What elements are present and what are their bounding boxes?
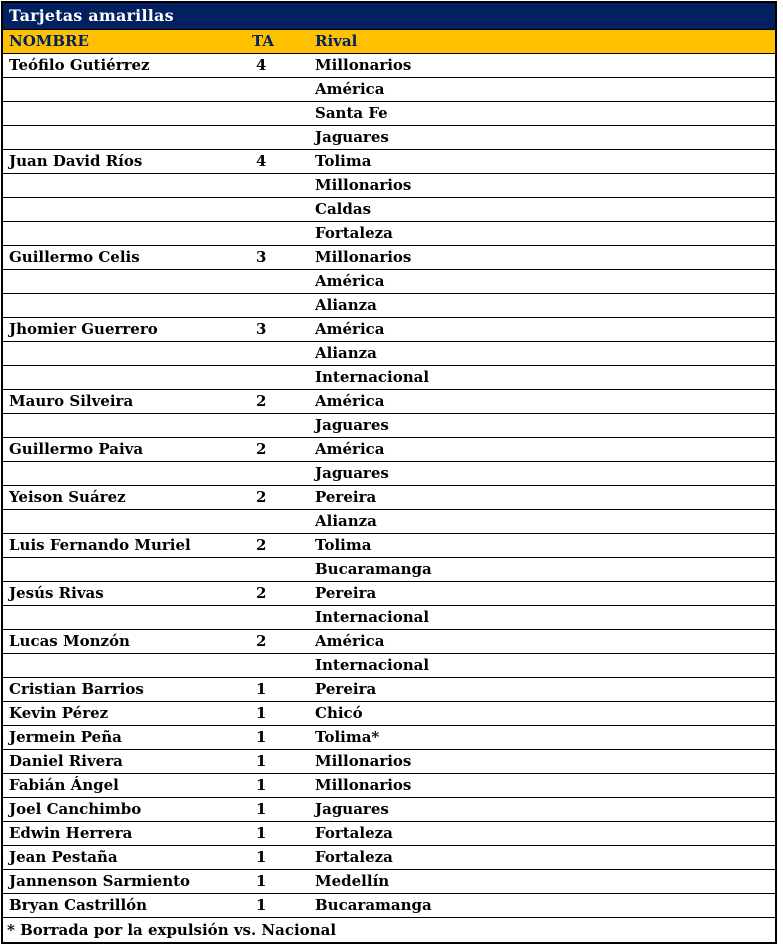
table-row: [2, 389, 776, 413]
player-name-cell: Juan David Ríos: [2, 149, 248, 173]
player-name-cell: Lucas Monzón: [2, 629, 248, 653]
rival-cell: Internacional: [311, 365, 776, 389]
ta-count-cell: 1: [248, 773, 311, 797]
ta-count-cell: [248, 101, 311, 125]
player-name-cell: [2, 293, 248, 317]
ta-count-cell: 1: [248, 677, 311, 701]
ta-count-cell: [248, 413, 311, 437]
player-name-cell: Kevin Pérez: [2, 701, 248, 725]
ta-count-cell: 2: [248, 629, 311, 653]
rival-cell: Bucaramanga: [311, 557, 776, 581]
rival-cell: América: [311, 269, 776, 293]
rival-cell: América: [311, 317, 776, 341]
player-name-cell: [2, 77, 248, 101]
ta-count-cell: [248, 557, 311, 581]
rival-cell: Jaguares: [311, 797, 776, 821]
table-row: [2, 797, 776, 821]
table-row: [2, 197, 776, 221]
player-name-cell: [2, 173, 248, 197]
ta-count-cell: [248, 509, 311, 533]
rival-cell: Chicó: [311, 701, 776, 725]
rival-cell: Internacional: [311, 605, 776, 629]
ta-count-cell: 1: [248, 749, 311, 773]
rival-cell: Santa Fe: [311, 101, 776, 125]
table-row: [2, 701, 776, 725]
table-row: [2, 269, 776, 293]
ta-count-cell: [248, 77, 311, 101]
rival-cell: Caldas: [311, 197, 776, 221]
table-row: [2, 53, 776, 77]
rival-cell: Jaguares: [311, 125, 776, 149]
ta-count-cell: 3: [248, 245, 311, 269]
footnote-row: [2, 917, 776, 943]
player-name-cell: [2, 221, 248, 245]
rival-cell: Tolima: [311, 533, 776, 557]
rival-cell: Alianza: [311, 293, 776, 317]
footnote: * Borrada por la expulsión vs. Nacional: [2, 917, 776, 943]
rival-cell: Millonarios: [311, 53, 776, 77]
yellow-cards-table: [1, 1, 777, 944]
rival-cell: América: [311, 77, 776, 101]
ta-count-cell: 2: [248, 389, 311, 413]
table-row: [2, 509, 776, 533]
column-header-nombre: NOMBRE: [2, 29, 248, 53]
player-name-cell: Mauro Silveira: [2, 389, 248, 413]
table-row: [2, 821, 776, 845]
table-row: [2, 605, 776, 629]
player-name-cell: Jannenson Sarmiento: [2, 869, 248, 893]
ta-count-cell: 2: [248, 533, 311, 557]
ta-count-cell: [248, 365, 311, 389]
player-name-cell: [2, 413, 248, 437]
table-row: [2, 533, 776, 557]
ta-count-cell: 2: [248, 485, 311, 509]
ta-count-cell: 1: [248, 869, 311, 893]
player-name-cell: [2, 125, 248, 149]
table-row: [2, 893, 776, 917]
table-body: [2, 53, 776, 917]
ta-count-cell: [248, 293, 311, 317]
player-name-cell: [2, 461, 248, 485]
player-name-cell: Teófilo Gutiérrez: [2, 53, 248, 77]
table-row: [2, 293, 776, 317]
table-row: [2, 365, 776, 389]
ta-count-cell: [248, 605, 311, 629]
rival-cell: Tolima*: [311, 725, 776, 749]
rival-cell: Pereira: [311, 485, 776, 509]
rival-cell: Medellín: [311, 869, 776, 893]
table-row: [2, 77, 776, 101]
table-row: [2, 557, 776, 581]
rival-cell: Internacional: [311, 653, 776, 677]
ta-count-cell: 1: [248, 725, 311, 749]
table-row: [2, 845, 776, 869]
player-name-cell: Jermein Peña: [2, 725, 248, 749]
rival-cell: América: [311, 389, 776, 413]
player-name-cell: [2, 605, 248, 629]
player-name-cell: [2, 509, 248, 533]
table-row: [2, 221, 776, 245]
rival-cell: Fortaleza: [311, 221, 776, 245]
rival-cell: Fortaleza: [311, 821, 776, 845]
table-row: [2, 581, 776, 605]
player-name-cell: Jean Pestaña: [2, 845, 248, 869]
player-name-cell: Luis Fernando Muriel: [2, 533, 248, 557]
ta-count-cell: 1: [248, 701, 311, 725]
player-name-cell: Guillermo Paiva: [2, 437, 248, 461]
ta-count-cell: 1: [248, 797, 311, 821]
rival-cell: Jaguares: [311, 461, 776, 485]
ta-count-cell: 2: [248, 581, 311, 605]
rival-cell: Fortaleza: [311, 845, 776, 869]
column-header-ta: TA: [248, 29, 311, 53]
table-row: [2, 317, 776, 341]
table-row: [2, 629, 776, 653]
ta-count-cell: 1: [248, 845, 311, 869]
ta-count-cell: [248, 269, 311, 293]
player-name-cell: [2, 101, 248, 125]
rival-cell: Pereira: [311, 677, 776, 701]
player-name-cell: [2, 197, 248, 221]
player-name-cell: Daniel Rivera: [2, 749, 248, 773]
rival-cell: Bucaramanga: [311, 893, 776, 917]
player-name-cell: [2, 653, 248, 677]
player-name-cell: Jesús Rivas: [2, 581, 248, 605]
rival-cell: América: [311, 629, 776, 653]
rival-cell: Tolima: [311, 149, 776, 173]
player-name-cell: [2, 557, 248, 581]
ta-count-cell: [248, 461, 311, 485]
ta-count-cell: 4: [248, 149, 311, 173]
table-row: [2, 749, 776, 773]
ta-count-cell: [248, 341, 311, 365]
ta-count-cell: [248, 173, 311, 197]
rival-cell: Alianza: [311, 341, 776, 365]
rival-cell: Jaguares: [311, 413, 776, 437]
table-row: [2, 461, 776, 485]
ta-count-cell: [248, 197, 311, 221]
table-title: Tarjetas amarillas: [2, 2, 776, 29]
table-row: [2, 437, 776, 461]
ta-count-cell: 4: [248, 53, 311, 77]
rival-cell: América: [311, 437, 776, 461]
table-header-row: [2, 29, 776, 53]
ta-count-cell: 1: [248, 821, 311, 845]
table-row: [2, 869, 776, 893]
table-row: [2, 677, 776, 701]
rival-cell: Millonarios: [311, 173, 776, 197]
rival-cell: Millonarios: [311, 749, 776, 773]
player-name-cell: Edwin Herrera: [2, 821, 248, 845]
player-name-cell: Fabián Ángel: [2, 773, 248, 797]
player-name-cell: [2, 365, 248, 389]
table-row: [2, 773, 776, 797]
player-name-cell: Cristian Barrios: [2, 677, 248, 701]
table-row: [2, 173, 776, 197]
player-name-cell: Joel Canchimbo: [2, 797, 248, 821]
ta-count-cell: 3: [248, 317, 311, 341]
ta-count-cell: 2: [248, 437, 311, 461]
table-row: [2, 125, 776, 149]
rival-cell: Pereira: [311, 581, 776, 605]
table-row: [2, 149, 776, 173]
player-name-cell: Jhomier Guerrero: [2, 317, 248, 341]
rival-cell: Millonarios: [311, 245, 776, 269]
ta-count-cell: [248, 125, 311, 149]
ta-count-cell: [248, 221, 311, 245]
table-row: [2, 485, 776, 509]
table-row: [2, 101, 776, 125]
column-header-rival: Rival: [311, 29, 776, 53]
table-row: [2, 653, 776, 677]
table-title-row: [2, 2, 776, 29]
player-name-cell: [2, 341, 248, 365]
player-name-cell: [2, 269, 248, 293]
rival-cell: Alianza: [311, 509, 776, 533]
player-name-cell: Guillermo Celis: [2, 245, 248, 269]
ta-count-cell: 1: [248, 893, 311, 917]
player-name-cell: Yeison Suárez: [2, 485, 248, 509]
table-row: [2, 341, 776, 365]
rival-cell: Millonarios: [311, 773, 776, 797]
ta-count-cell: [248, 653, 311, 677]
table-row: [2, 725, 776, 749]
table-row: [2, 245, 776, 269]
table-row: [2, 413, 776, 437]
player-name-cell: Bryan Castrillón: [2, 893, 248, 917]
